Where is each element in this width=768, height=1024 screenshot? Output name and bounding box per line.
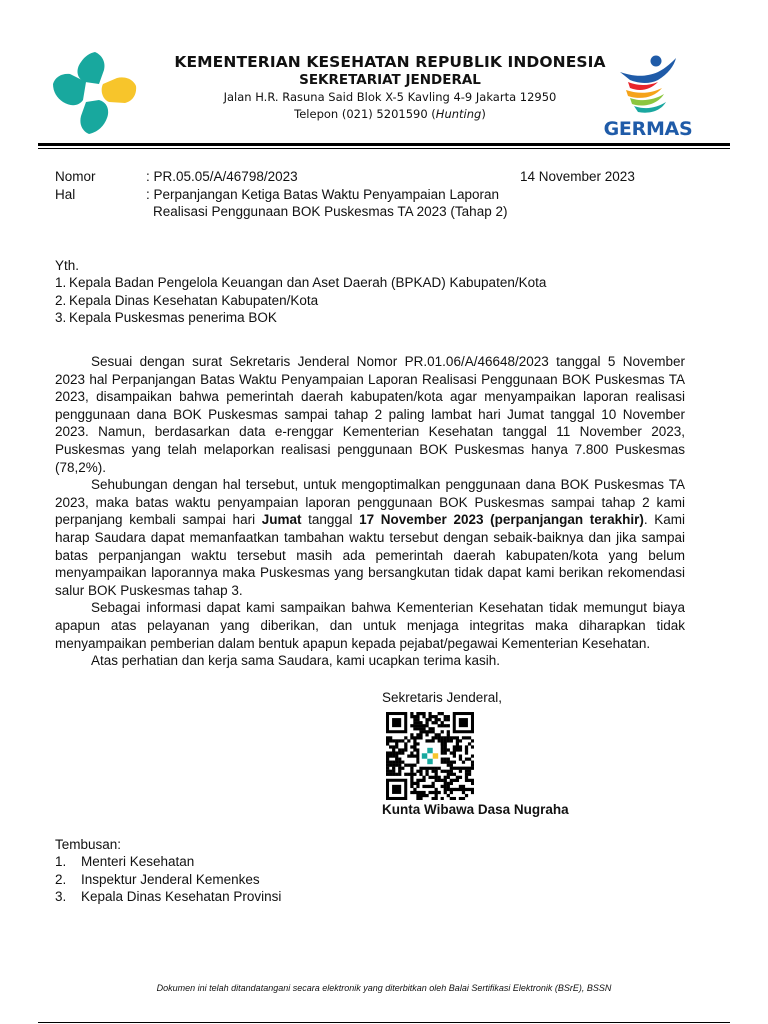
body-paragraph-1: Sesuai dengan surat Sekretaris Jenderal Nomor PR.01.06/A/46648/2023 tanggal 5 November 2023 hal Perpanjangan Batas Waktu Penyampaian Laporan Realisasi Penggunaan BOK Puskesmas TA 2023, disampaikan bahwa pemerintah daerah kabupaten/kota agar menyampaikan laporan realisasi penggunaan dana BOK Puskesmas sampai tahap 2 paling lambat hari Jumat tanggal 10 November 2023. Namun, berdasarkan data e-renggar Kementerian Kesehatan tanggal 11 November 2023, Puskesmas yang telah melaporkan realisasi penggunaan BOK Puskesmas hanya 7.800 Puskesmas (78,2%). xyxy=(55,354,685,475)
header-rule-thin xyxy=(38,148,730,149)
hal-line-1: : Perpanjangan Ketiga Batas Waktu Penyampaian Laporan xyxy=(146,187,499,202)
address-line: Jalan H.R. Rasuna Said Blok X-5 Kavling 4-9 Jakarta 12950 xyxy=(223,90,557,104)
letter-body xyxy=(55,353,685,670)
kemenkes-logo xyxy=(53,52,137,136)
list-item: 1. Kepala Badan Pengelola Keuangan dan Aset Daerah (BPKAD) Kabupaten/Kota xyxy=(55,275,547,290)
list-item: 3. Kepala Dinas Kesehatan Provinsi xyxy=(55,889,282,905)
ministry-title: KEMENTERIAN KESEHATAN REPUBLIK INDONESIA xyxy=(174,53,606,71)
nomor-value: : PR.05.05/A/46798/2023 xyxy=(146,169,298,184)
body-paragraph-3: Sebagai informasi dapat kami sampaikan bahwa Kementerian Kesehatan tidak memungut biaya apapun atas pelayanan yang diberikan, dan untuk menjaga integritas maka diharapkan tidak menyampaikan pemberian dalam bentuk apapun kepada pejabat/pegawai Kementerian Kesehatan. xyxy=(55,600,685,651)
recipient-list xyxy=(55,274,695,327)
body-paragraph-4: Atas perhatian dan kerja sama Saudara, kami ucapkan terima kasih. xyxy=(91,653,500,669)
cc-label: Tembusan: xyxy=(55,837,122,852)
header-rule-thick xyxy=(38,143,730,146)
list-item: 2. Inspektur Jenderal Kemenkes xyxy=(55,871,260,887)
letter-date: 14 November 2023 xyxy=(520,169,635,184)
cc-list xyxy=(55,853,455,906)
list-item: 2. Kepala Dinas Kesehatan Kabupaten/Kota xyxy=(55,292,319,308)
qr-code-signature xyxy=(386,712,474,800)
salutation: Yth. xyxy=(55,258,80,273)
list-item: 3. Kepala Puskesmas penerima BOK xyxy=(55,310,277,326)
list-item: 1. Menteri Kesehatan xyxy=(55,854,195,869)
phone-line: Telepon (021) 5201590 (Hunting) xyxy=(294,107,486,121)
germas-wordmark: GERMAS xyxy=(603,118,693,140)
nomor-label: Nomor xyxy=(55,169,96,184)
esign-footer-note: Dokumen ini telah ditandatangani secara elektronik yang diterbitkan oleh Balai Sertifikasi Elektronik (BSrE), BSSN xyxy=(156,983,612,993)
secretariat-subtitle: SEKRETARIAT JENDERAL xyxy=(299,72,481,88)
germas-figure-icon xyxy=(600,52,695,122)
signature-title: Sekretaris Jenderal, xyxy=(382,690,503,705)
hal-line-2: Realisasi Penggunaan BOK Puskesmas TA 2023 (Tahap 2) xyxy=(153,204,508,219)
germas-logo xyxy=(600,52,695,142)
hal-label: Hal xyxy=(55,187,76,202)
body-paragraph-2: Sehubungan dengan hal tersebut, untuk mengoptimalkan penggunaan dana BOK Puskesmas TA 2023, maka batas waktu penyampaian laporan penggunaan BOK Puskesmas sampai tahap 2 kami perpanjang kembali sampai hari Jumat tanggal 17 November 2023 (perpanjangan terakhir). Kami harap Saudara dapat memanfaatkan tambahan waktu tersebut dengan sebaik-baiknya dan jika sampai batas perpanjangan waktu tersebut masih ada pemerintah daerah kabupaten/kota yang belum menyampaikan laporannya maka Puskesmas yang bersangkutan tidak dapat kami berikan rekomendasi salur BOK Puskesmas tahap 3. xyxy=(55,477,685,598)
signatory-name: Kunta Wibawa Dasa Nugraha xyxy=(382,802,569,817)
footer-rule xyxy=(38,1022,730,1023)
